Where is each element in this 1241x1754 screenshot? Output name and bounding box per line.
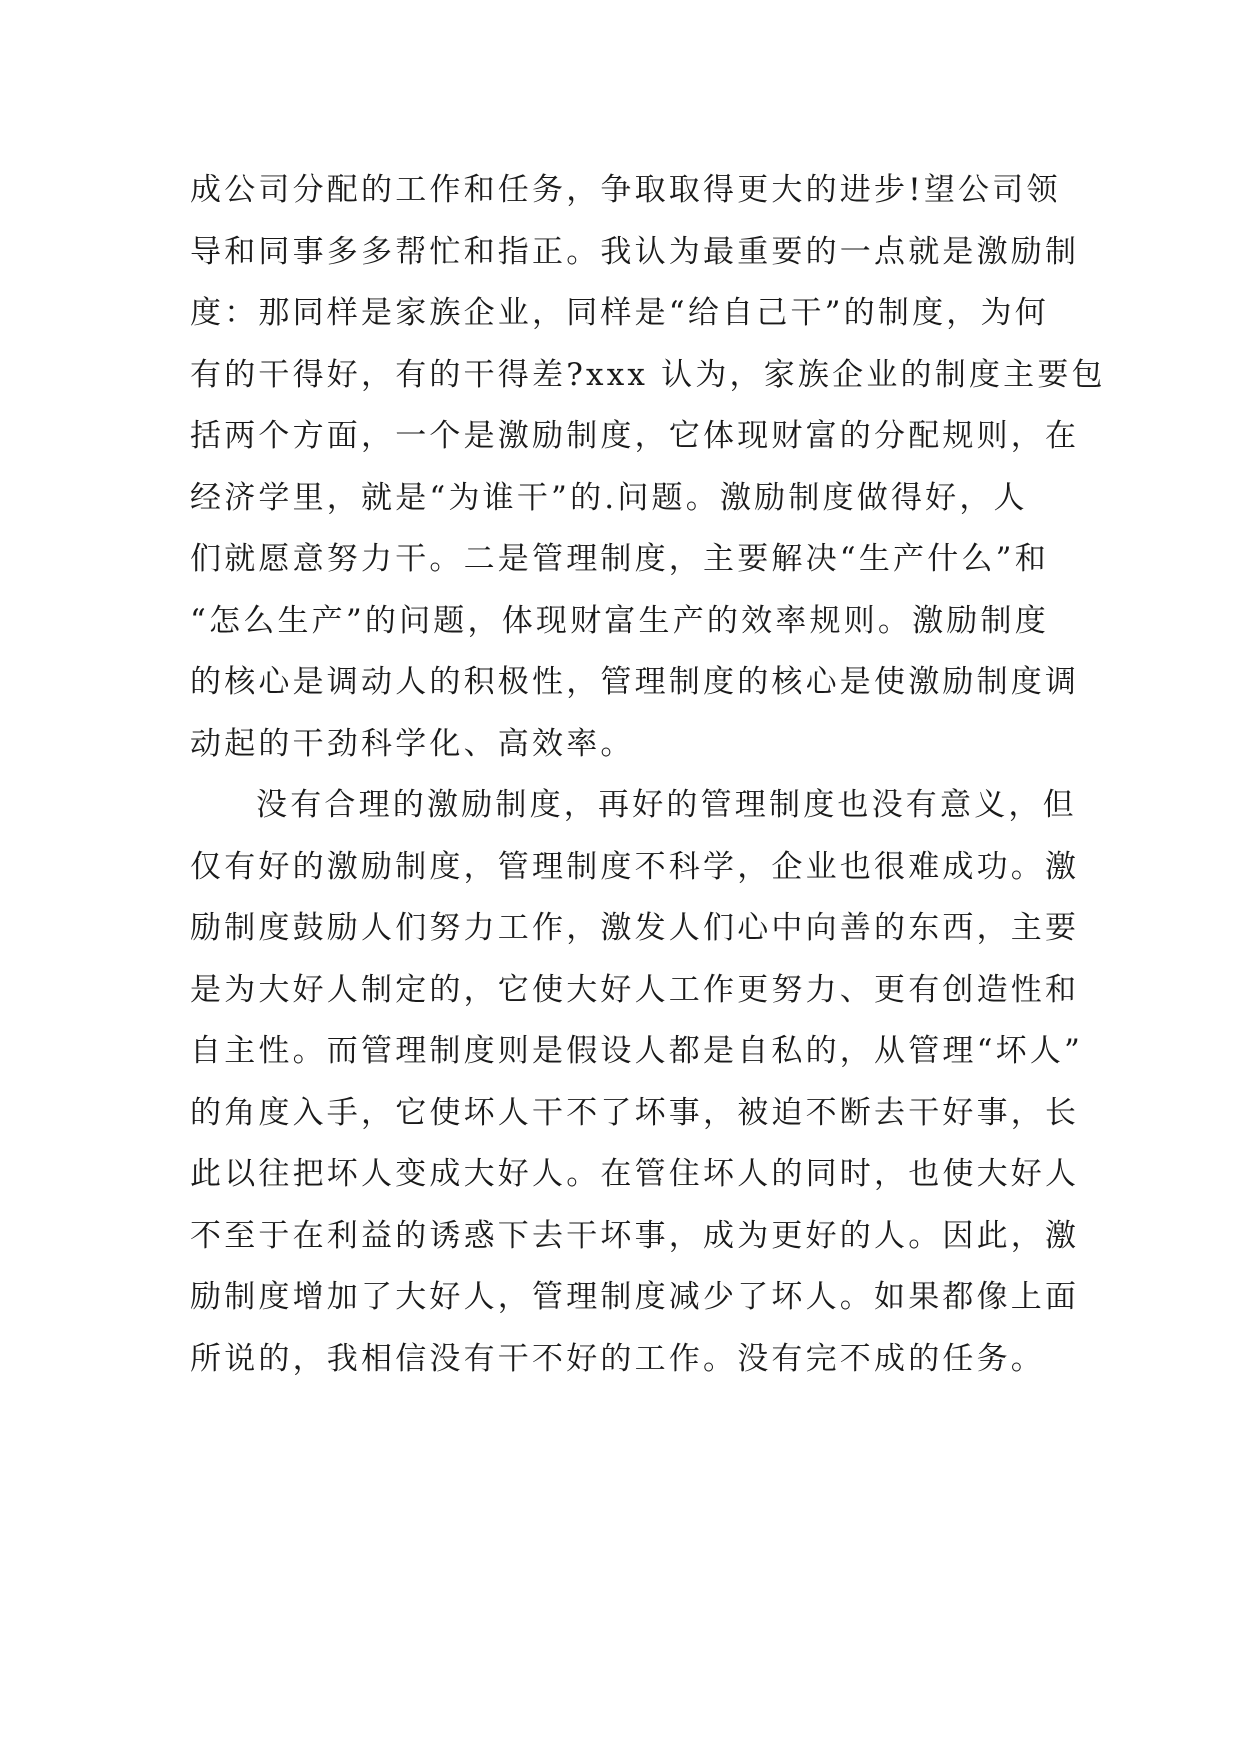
text-line: 的角度入手，它使坏人干不了坏事，被迫不断去干好事，长 [190, 1094, 1080, 1131]
text-line: 是为大好人制定的，它使大好人工作更努力、更有创造性和 [190, 971, 1080, 1008]
text-line: 所说的，我相信没有干不好的工作。没有完不成的任务。 [190, 1340, 1045, 1377]
text-line: 此以往把坏人变成大好人。在管住坏人的同时，也使大好人 [190, 1156, 1080, 1192]
paragraph-2 [190, 775, 1084, 1390]
text-line: 成公司分配的工作和任务，争取取得更大的进步!望公司领 [190, 172, 1061, 208]
text-line: 仅有好的激励制度，管理制度不科学，企业也很难成功。激 [190, 848, 1080, 885]
text-line: 励制度增加了大好人，管理制度减少了坏人。如果都像上面 [190, 1279, 1080, 1315]
text-line: 有的干得好，有的干得差?xxx 认为，家族企业的制度主要包 [190, 356, 1106, 393]
text-line: “怎么生产”的问题，体现财富生产的效率规则。激励制度 [190, 602, 1049, 639]
text-line: 励制度鼓励人们努力工作，激发人们心中向善的东西，主要 [190, 910, 1080, 946]
text-line: 经济学里，就是“为谁干”的.问题。激励制度做得好，人 [190, 479, 1028, 516]
body-text [190, 160, 1106, 1390]
text-line: 导和同事多多帮忙和指正。我认为最重要的一点就是激励制 [190, 233, 1080, 270]
text-line: 的核心是调动人的积极性，管理制度的核心是使激励制度调 [190, 664, 1080, 700]
text-line-indented: 没有合理的激励制度，再好的管理制度也没有意义，但 [256, 787, 1077, 823]
text-line: 动起的干劲科学化、高效率。 [190, 725, 635, 762]
paragraph-1 [190, 160, 1106, 775]
text-line: 不至于在利益的诱惑下去干坏事，成为更好的人。因此，激 [190, 1217, 1080, 1254]
text-line: 度：那同样是家族企业，同样是“给自己干”的制度，为何 [190, 295, 1049, 331]
text-line: 们就愿意努力干。二是管理制度，主要解决“生产什么”和 [190, 541, 1049, 577]
text-line: 括两个方面，一个是激励制度，它体现财富的分配规则，在 [190, 418, 1080, 454]
text-line: 自主性。而管理制度则是假设人都是自私的，从管理“坏人” [190, 1033, 1084, 1069]
